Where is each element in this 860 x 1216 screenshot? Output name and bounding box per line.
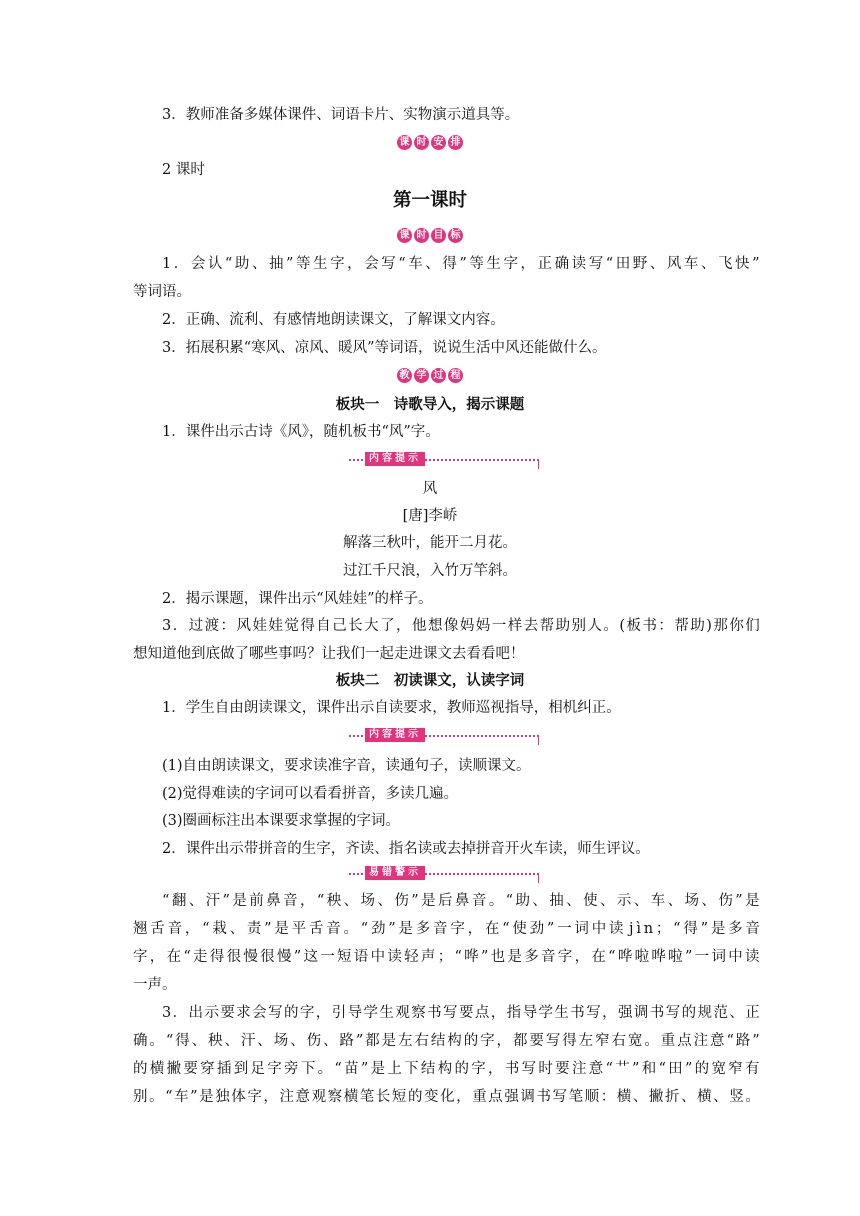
- badge-char: 时: [414, 228, 429, 243]
- poem-author: [唐]李峤: [402, 508, 458, 524]
- pronunciation-note-4: 一声。: [133, 977, 177, 993]
- badge-char: 教: [397, 368, 412, 383]
- poem-line-2: 过江千尺浪，入竹万竿斜。: [343, 563, 517, 579]
- tip-label: 内容提示: [365, 452, 425, 466]
- step-2-1: 1．学生自由朗读课文，课件出示自读要求，教师巡视指导，相机纠正。: [162, 700, 621, 716]
- goal-2: 2．正确、流利、有感情地朗读课文，了解课文内容。: [162, 312, 505, 328]
- section-heading-2: 板块二 初读课文，认读字词: [335, 673, 525, 689]
- step-2-3-cont-1: 确 。 “ 得 、 秧 、 汗 、 场 、 伤 、 路 ” 都 是 左 右 结 构 的 字 ， 都 要 写 得 左 窄 右 宽 。 重 点 注 意 “ 路 ”: [133, 1033, 760, 1049]
- tip-tick: [538, 735, 539, 745]
- goal-1-cont: 等词语。: [133, 284, 191, 300]
- badge-goals: [0, 228, 860, 243]
- reading-req-3: (3)圈画标注出本课要求掌握的字词。: [162, 813, 401, 829]
- tip-tick: [538, 873, 539, 883]
- badge-char: 时: [414, 135, 429, 150]
- goal-1: 1 ． 会 认 “ 助 、 抽 ” 等 生 字 ， 会 写 “ 车 、 得 ” 等 生 字 ， 正 确 读 写 “ 田 野 、 风 车 、 飞 快 ”: [162, 256, 760, 272]
- step-2-2: 2．课件出示带拼音的生字，齐读、指名读或去掉拼音开火车读，师生评议。: [162, 841, 650, 857]
- badge-schedule: [0, 135, 860, 150]
- reading-req-1: (1)自由朗读课文，要求读准字音，读通句子，读顺课文。: [162, 758, 531, 774]
- step-2-3-cont-2: 的 横 撇 要 穿 插 到 足 字 旁 下 。 “ 苗 ” 是 上 下 结 构 的 字 ， 书 写 时 要 注 意 “ 艹 ” 和 “ 田 ” 的 宽 窄 有: [133, 1061, 760, 1077]
- lesson-title: 第一课时: [392, 190, 467, 211]
- prep-item-3: 3．教师准备多媒体课件、词语卡片、实物演示道具等。: [162, 107, 520, 123]
- step-2-3: 3 ． 出 示 要 求 会 写 的 字 ， 引 导 学 生 观 察 书 写 要 点 ， 指 导 学 生 书 写 ， 强 调 书 写 的 规 范 、 正: [162, 1005, 760, 1021]
- reading-req-2: (2)觉得难读的字词可以看看拼音，多读几遍。: [162, 786, 459, 802]
- badge-char: 标: [448, 228, 463, 243]
- badge-char: 课: [397, 228, 412, 243]
- poem-title: 风: [422, 481, 438, 497]
- error-tip-banner: [349, 865, 539, 885]
- badge-char: 过: [431, 368, 446, 383]
- badge-char: 课: [397, 135, 412, 150]
- pronunciation-note-2: 翘 舌 音 ， “ 栽 、 责 ” 是 平 舌 音 。 “ 劲 ” 是 多 音 字 ， 在 “ 使 劲 ” 一 词 中 读 j ì n ； “ 得 ” 是 多 音: [133, 921, 760, 937]
- section-heading-1: 板块一 诗歌导入，揭示课题: [335, 397, 525, 413]
- step-1-1: 1．课件出示古诗《风》，随机板书“风”字。: [162, 424, 440, 440]
- pronunciation-note-3: 字 ， 在 “ 走 得 很 慢 很 慢 ” 这 一 短 语 中 读 轻 声 ； “ 哗 ” 也 是 多 音 字 ， 在 “ 哗 啦 哗 啦 ” 一 词 中 读: [133, 949, 760, 965]
- tip-label: 易错警示: [365, 866, 425, 880]
- pronunciation-note-1: “ 翻 、 汗 ” 是 前 鼻 音 ， “ 秧 、 场 、 伤 ” 是 后 鼻 音 。 “ 助 、 抽 、 使 、 示 、 车 、 场 、 伤 ” 是: [162, 893, 760, 909]
- badge-process: [0, 368, 860, 383]
- goal-3: 3．拓展积累“寒风、凉风、暖风”等词语，说说生活中风还能做什么。: [162, 340, 607, 356]
- badge-char: 程: [448, 368, 463, 383]
- content-tip-banner: [349, 727, 539, 747]
- badge-char: 学: [414, 368, 429, 383]
- tip-tick: [538, 459, 539, 469]
- tip-label: 内容提示: [365, 728, 425, 742]
- poem-line-1: 解落三秋叶，能开二月花。: [343, 535, 517, 551]
- schedule-text: 2 课时: [162, 162, 205, 178]
- badge-char: 目: [431, 228, 446, 243]
- badge-char: 排: [448, 135, 463, 150]
- step-1-2: 2．揭示课题，课件出示“风娃娃”的样子。: [162, 591, 433, 607]
- badge-char: 安: [431, 135, 446, 150]
- step-1-3-cont: 想知道他到底做了哪些事吗？让我们一起走进课文去看看吧！: [133, 646, 525, 662]
- content-tip-banner: [349, 451, 539, 471]
- step-2-3-cont-3: 别 。 “ 车 ” 是 独 体 字 ， 注 意 观 察 横 笔 长 短 的 变 化 ， 重 点 强 调 书 写 笔 顺 ： 横 、 撇 折 、 横 、 竖 。: [133, 1089, 760, 1105]
- step-1-3: 3 ． 过 渡 ： 风 娃 娃 觉 得 自 己 长 大 了 ， 他 想 像 妈 妈 一 样 去 帮 助 别 人 。 ( 板 书 ： 帮 助 ) 那 你 们: [162, 618, 760, 634]
